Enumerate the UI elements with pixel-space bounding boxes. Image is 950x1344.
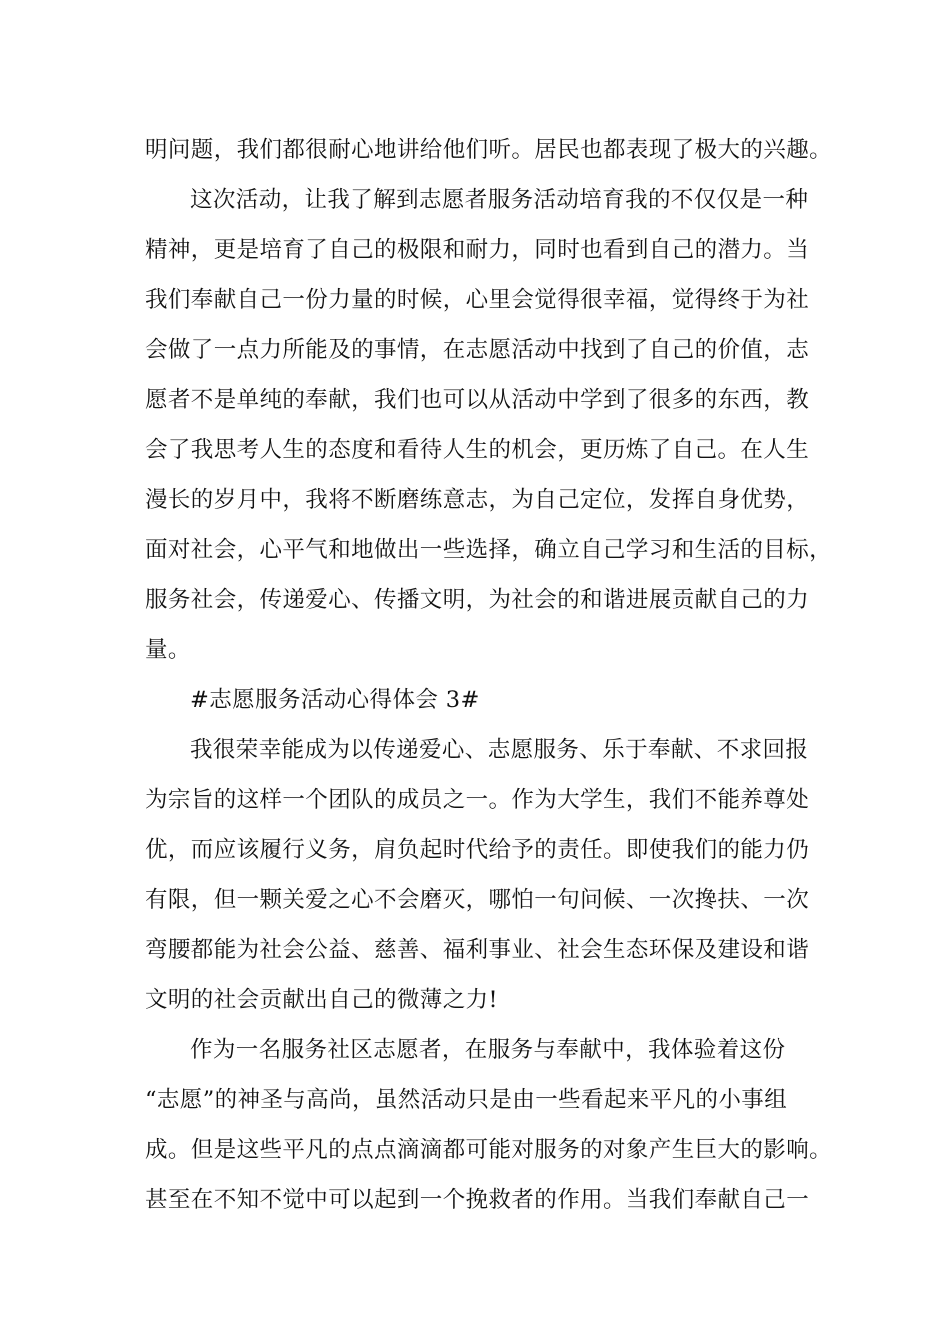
section-heading: #志愿服务活动心得体会 3# (190, 687, 480, 713)
text-line: 愿者不是单纯的奉献，我们也可以从活动中学到了很多的东西，教 (145, 387, 810, 413)
text-line: 面对社会，心平气和地做出一些选择，确立自己学习和生活的目标， (145, 537, 833, 563)
text-line: 有限，但一颗关爱之心不会磨灭，哪怕一句问候、一次搀扶、一次 (145, 887, 810, 913)
text-line: 会了我思考人生的态度和看待人生的机会，更历炼了自己。在人生 (145, 437, 810, 463)
text-line: 精神，更是培育了自己的极限和耐力，同时也看到自己的潜力。当 (145, 237, 810, 263)
text-line: 这次活动，让我了解到志愿者服务活动培育我的不仅仅是一种 (190, 187, 809, 213)
text-line: 作为一名服务社区志愿者，在服务与奉献中，我体验着这份 (190, 1037, 786, 1063)
text-line: 我很荣幸能成为以传递爱心、志愿服务、乐于奉献、不求回报 (190, 737, 809, 763)
text-line: 甚至在不知不觉中可以起到一个挽救者的作用。当我们奉献自己一 (145, 1187, 810, 1213)
text-line: 成。但是这些平凡的点点滴滴都可能对服务的对象产生巨大的影响。 (145, 1137, 833, 1163)
text-line: “志愿”的神圣与高尚，虽然活动只是由一些看起来平凡的小事组 (145, 1087, 788, 1113)
text-line: 文明的社会贡献出自己的微薄之力! (145, 987, 498, 1013)
text-line: 为宗旨的这样一个团队的成员之一。作为大学生，我们不能养尊处 (145, 787, 810, 813)
text-line: 我们奉献自己一份力量的时候，心里会觉得很幸福，觉得终于为社 (145, 287, 810, 313)
text-line: 明问题，我们都很耐心地讲给他们听。居民也都表现了极大的兴趣。 (145, 137, 833, 163)
text-line: 漫长的岁月中，我将不断磨练意志，为自己定位，发挥自身优势， (145, 487, 810, 513)
text-line: 弯腰都能为社会公益、慈善、福利事业、社会生态环保及建设和谐 (145, 937, 810, 963)
text-line: 会做了一点力所能及的事情，在志愿活动中找到了自己的价值，志 (145, 337, 810, 363)
text-line: 服务社会，传递爱心、传播文明，为社会的和谐进展贡献自己的力 (145, 587, 810, 613)
text-line: 优，而应该履行义务，肩负起时代给予的责任。即使我们的能力仍 (145, 837, 810, 863)
text-line: 量。 (145, 637, 191, 663)
